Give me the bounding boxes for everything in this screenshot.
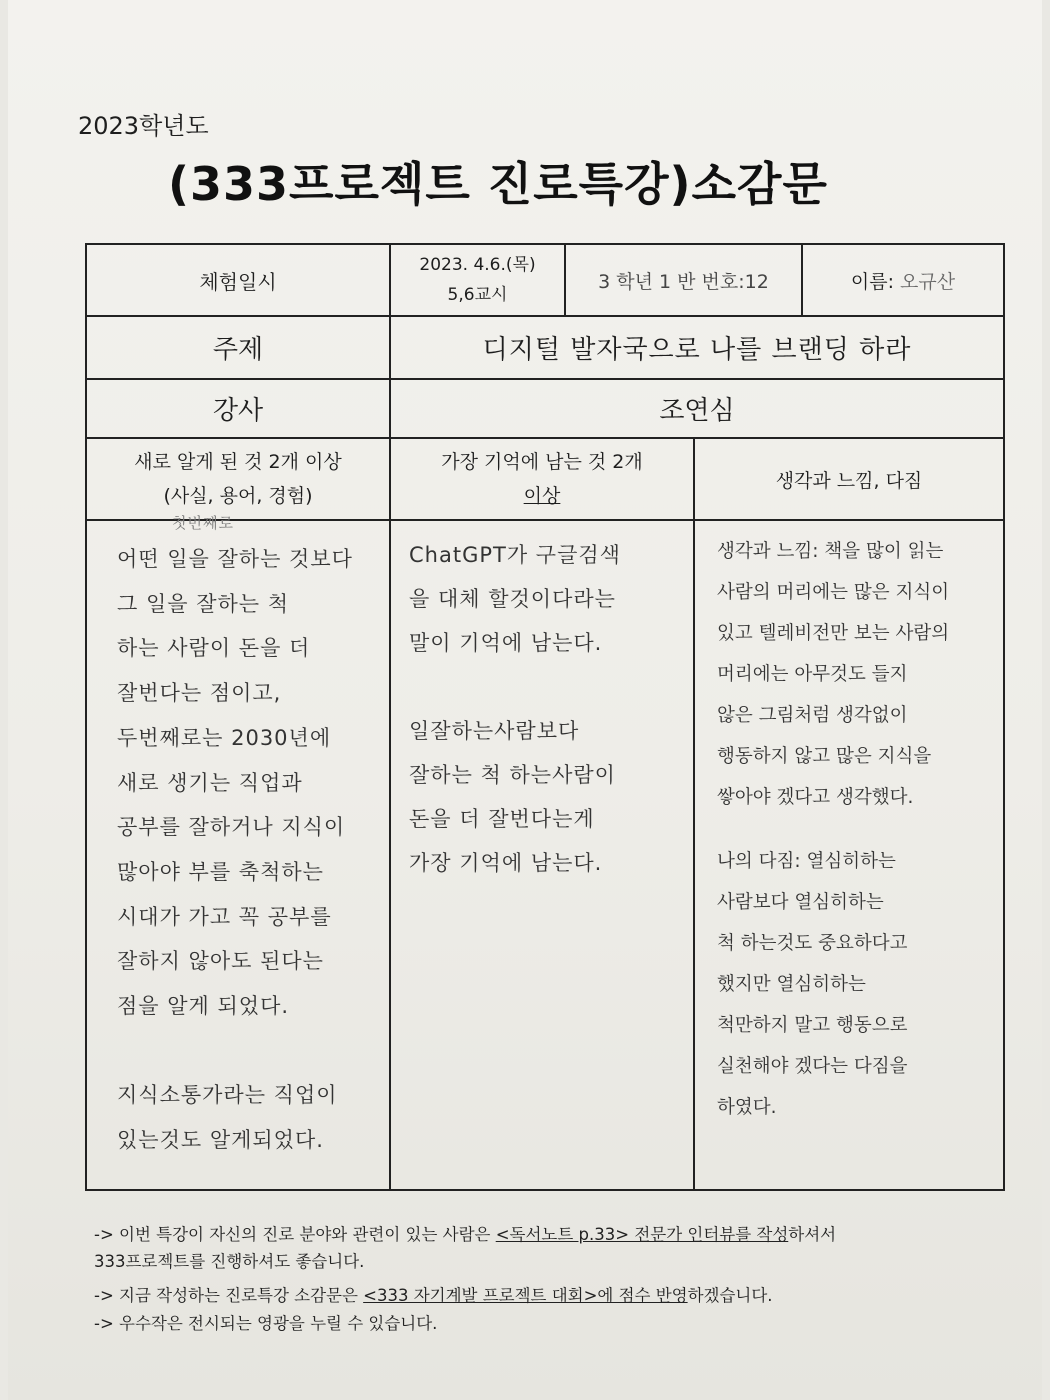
date-cell (391, 245, 564, 315)
topic-value: 디지털 발자국으로 나를 브랜딩 하라 (482, 335, 912, 365)
col2-header (391, 439, 693, 519)
col2-answer: ChatGPT가 구글검색 을 대체 할것이다라는 말이 기억에 남는다. 일잘하는사람보다 잘하는 척 하는사람이 돈을 더 잘번다는게 가장 기억에 남는다. (409, 543, 621, 875)
footer-note-3 (94, 1284, 773, 1308)
column-divider (693, 437, 695, 1189)
report-table (85, 243, 1005, 1191)
footer-note-2: 333프로젝트를 진행하셔도 좋습니다. (94, 1252, 365, 1271)
col3-header: 생각과 느낌, 다짐 (775, 469, 923, 492)
footer-note-1-underlined: <독서노트 p.33> 전문가 인터뷰를 작성 (495, 1225, 789, 1244)
period-value: 5,6교시 (447, 285, 508, 305)
footer-note-1-tail: 하셔서 (788, 1225, 837, 1244)
student-name: 오규산 (900, 270, 956, 293)
topic-label: 주제 (212, 335, 264, 365)
name-cell (803, 245, 1003, 315)
footer-note-3-text: -> 지금 작성하는 진로특강 소감문은 (94, 1286, 364, 1305)
col1-answer: 어떤 일을 잘하는 것보다 그 일을 잘하는 척 하는 사람이 돈을 더 잘번다는 점이고, 두번째로는 2030년에 새로 생기는 직업과 공부를 잘하거나 지식이 많아야 부를 축척하는 시대가 가고 꼭 공부를 잘하지 않아도 된다는 점을 알게 되었다. 지식소통가라는 직업이 있는것도 알게되었다. (117, 547, 353, 1153)
footer-note-3-underlined: <333 자기계발 프로젝트 대회>에 점수 반영 (363, 1286, 688, 1305)
grade-class-number: 3 학년 1 반 번호:12 (598, 270, 769, 293)
page-title: (333프로젝트 진로특강)소감문 (168, 157, 828, 211)
footer-note-4: -> 우수작은 전시되는 영광을 누릴 수 있습니다. (94, 1314, 438, 1333)
col3-thoughts: 생각과 느낌: 책을 많이 읽는 사람의 머리에는 많은 지식이 있고 텔레비전만 보는 사람의 머리에는 아무것도 들지 않은 그림처럼 생각없이 행동하지 않고 많은 지식을 쌓아야 겠다고 생각했다. (717, 541, 950, 808)
footer-note-1 (94, 1223, 836, 1247)
lecturer-label: 강사 (212, 396, 264, 426)
col3-resolution: 나의 다짐: 열심히하는 사람보다 열심히하는 척 하는것도 중요하다고 했지만 열심히하는 척만하지 말고 행동으로 실천해야 겠다는 다짐을 하였다. (717, 851, 908, 1118)
col1-header-line2: (사실, 용어, 경험) (163, 485, 313, 507)
lecturer-value: 조연심 (659, 396, 735, 426)
date-label: 체험일시 (199, 269, 277, 294)
col2-header-line2: 이상 (523, 485, 561, 507)
footer-note-3-tail: 하겠습니다. (687, 1286, 773, 1305)
col1-header-line1: 새로 알게 된 것 2개 이상 (134, 451, 342, 473)
col1-header (87, 439, 389, 519)
name-label: 이름: (850, 270, 894, 293)
date-value: 2023. 4.6.(목) (419, 255, 536, 275)
col2-header-line1: 가장 기억에 남는 것 2개 (441, 451, 643, 473)
col1-margin-note: 첫번째로 (172, 514, 234, 532)
footer-note-1-text: -> 이번 특강이 자신의 진로 분야와 관련이 있는 사람은 (94, 1225, 496, 1244)
school-year: 2023학년도 (78, 112, 209, 140)
worksheet-page (8, 0, 1042, 1400)
